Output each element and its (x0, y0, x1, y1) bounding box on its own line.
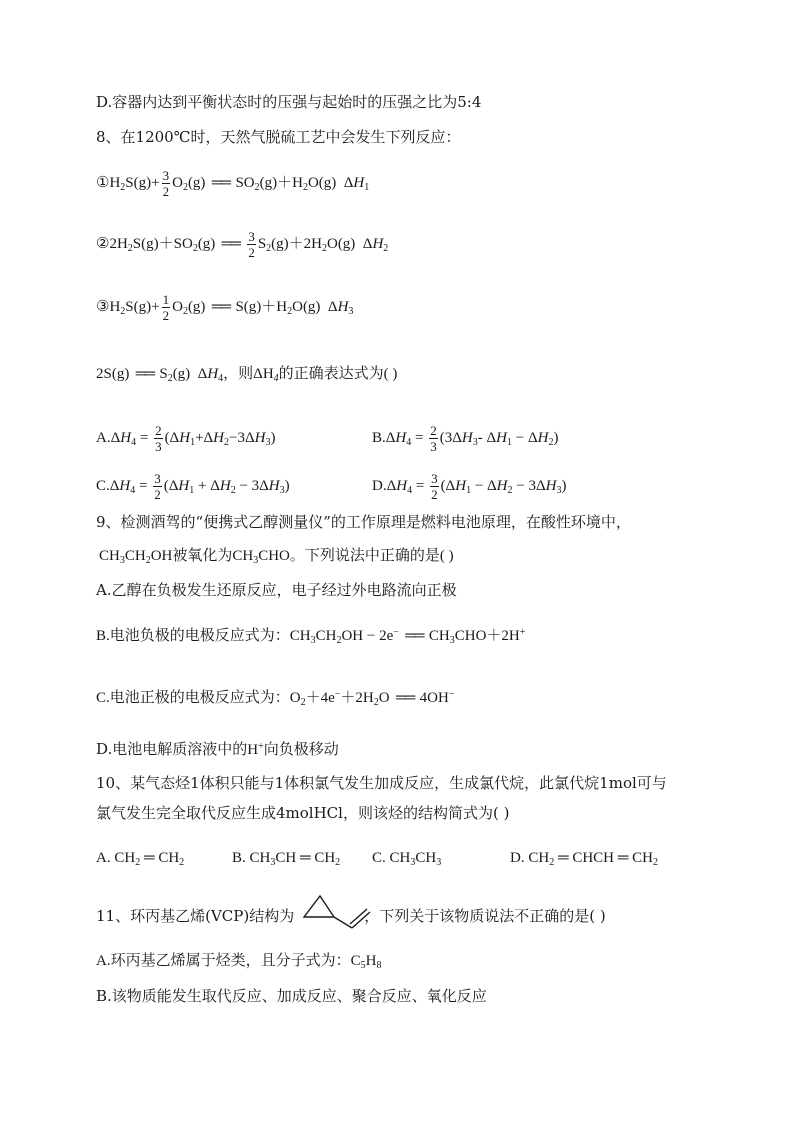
q9-option-a: A.乙醇在负极发生还原反应，电子经过外电路流向正极 (96, 581, 457, 599)
reaction-2-marker: ② (96, 236, 110, 252)
q8-option-a: $A.\Delta H_4$ = $\frac{2}{3}$ $(\Delta H_1+\Delta H_2-3\Delta H_3)$ (96, 423, 276, 455)
fraction-3-2: $\frac{3}{2}$ (162, 168, 170, 200)
q9-stem-tail: 。下列说法中正确的是( ) (289, 548, 454, 564)
reaction-3-marker: ③ (96, 299, 110, 315)
fraction-1-2: $\frac{1}{2}$ (162, 292, 170, 324)
q9-option-b-label: B.电池负极的电极反应式为： (96, 628, 290, 644)
q10-stem-line2: 氯气发生完全取代反应生成4molHCl，则该烃的结构简式为( ) (96, 804, 510, 822)
q10-stem-line1: 10、某气态烃1体积只能与1体积氯气发生加成反应，生成氯代烷，此氯代烷1mol可与 (96, 774, 667, 792)
q10-option-b: B. $CH_3CH$ ═ $CH_2$ (232, 850, 341, 868)
reaction-2: $②2H_2S(g)+SO_2(g)$ ══ $\frac{3}{2}$ $S_2(g)+2H_2O(g)$ $\Delta H_2$ (96, 229, 389, 261)
option-label: C. (372, 850, 386, 866)
q11-option-a: A.环丙基乙烯属于烃类，且分子式为：$C_5H_8$ (96, 953, 382, 971)
reaction-1: $①H_2S(g)+$ $\frac{3}{2}$ $O_2(g)$ ══ $SO_2(g)+H_2O(g)$ $\Delta H_1$ (96, 168, 370, 200)
option-label: B. (232, 850, 246, 866)
q11-option-b: B.该物质能发生取代反应、加成反应、聚合反应、氧化反应 (96, 987, 487, 1005)
q9-option-d-pre: D.电池电解质溶液中的 (96, 740, 248, 758)
q8-option-b: $B.\Delta H_4$ = $\frac{2}{3}$ ($3\Delta H_3-$ $\Delta H_1 - \Delta H_2$) (372, 423, 559, 455)
q9-option-b: B.电池负极的电极反应式为：$CH_3CH_2OH - 2e^-$ ══ $CH_3CHO+2H^+$ (96, 627, 526, 646)
q9-option-c: C.电池正极的电极反应式为：$O_2+4e^-+2H_2O$ ══ 4OH− (96, 689, 455, 708)
q7-option-d: D.容器内达到平衡状态时的压强与起始时的压强之比为5:4 (96, 93, 482, 111)
q8-stem: 8、在1200℃时，天然气脱硫工艺中会发生下列反应： (96, 128, 461, 146)
q10-option-a: A. $CH_2$ ═ $CH_2$ (96, 850, 185, 868)
q9-option-c-label: C.电池正极的电极反应式为： (96, 690, 290, 706)
option-label: B. (372, 430, 386, 446)
target-reaction-tail2: 的正确表达式为( ) (278, 366, 398, 382)
reaction-3: $③H_2S(g)+$ $\frac{1}{2}$ $O_2(g)$ ══ $S(g)+H_2O(g)$ $\Delta H_3$ (96, 292, 354, 324)
option-label: D. (510, 850, 525, 866)
q10-option-d: D. $CH_2$ ═ CHCH ═ $CH_2$ (510, 850, 658, 868)
q9-option-d-post: 向负极移动 (263, 740, 339, 758)
reaction-1-marker: ① (96, 175, 110, 191)
fraction-3-2: $\frac{3}{2}$ (248, 229, 255, 261)
target-reaction: 2S(g) ══ $S_2(g)$ $\Delta H_4$，则$\Delta H_4$的正确表达式为( ) (96, 366, 398, 384)
option-label: A. (96, 850, 111, 866)
q8-option-d: $D.\Delta H_4$ = $\frac{3}{2}$ $(\Delta H_1 - \Delta H_2 - 3\Delta H_3)$ (372, 471, 567, 503)
vinylcyclopropane-structure-icon (302, 890, 374, 930)
q8-option-c: $C.\Delta H_4$ = $\frac{3}{2}$ $(\Delta H_1 + \Delta H_2 - 3\Delta H_3)$ (96, 471, 290, 503)
target-reaction-tail: ，则ΔH (223, 366, 274, 382)
option-label: D. (372, 478, 387, 494)
q9-stem-line2: $CH_3CH_2OH$被氧化为$CH_3CHO$。下列说法中正确的是( ) (99, 548, 454, 566)
q9-stem-line1: 9、检测酒驾的“便携式乙醇测量仪”的工作原理是燃料电池原理，在酸性环境中， (96, 513, 631, 531)
q11-stem-post: ，下列关于该物质说法不正确的是( ) (364, 907, 606, 925)
option-label: A. (96, 430, 111, 446)
option-label: C. (96, 478, 110, 494)
q9-stem-mid: 被氧化为 (172, 548, 233, 564)
q11-stem-pre: 11、环丙基乙烯(VCP)结构为 (96, 907, 295, 925)
q10-option-c: C. $CH_3CH_3$ (372, 850, 442, 868)
q9-option-d: D.电池电解质溶液中的H+向负极移动 (96, 740, 339, 758)
q11-option-a-label: A.环丙基乙烯属于烃类，且分子式为： (96, 953, 351, 969)
